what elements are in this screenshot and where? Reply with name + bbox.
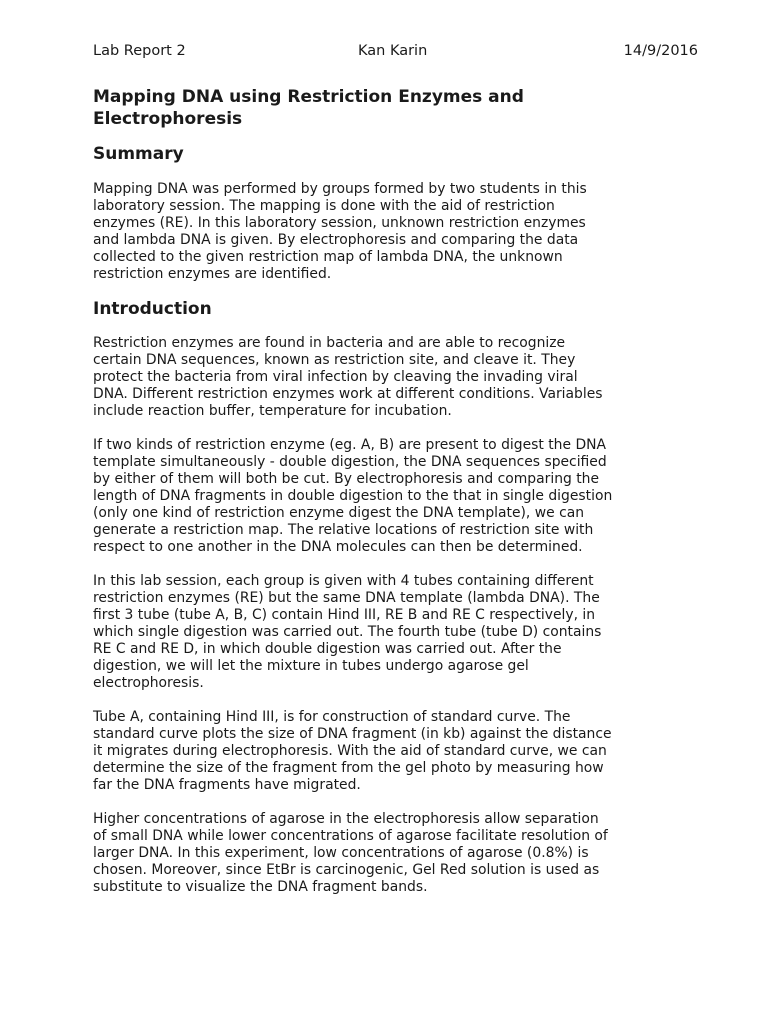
- intro-paragraph-3: [93, 573, 703, 692]
- intro-paragraph-5: [93, 811, 703, 896]
- summary-heading: Summary: [93, 144, 184, 164]
- text-line: electrophoresis.: [93, 675, 204, 691]
- text-line: of small DNA while lower concentrations of agarose facilitate resolution of: [93, 828, 608, 844]
- text-line: determine the size of the fragment from the gel photo by measuring how: [93, 760, 604, 776]
- text-line: Restriction enzymes are found in bacteria and are able to recognize: [93, 335, 566, 351]
- text-line: Tube A, containing Hind III, is for construction of standard curve. The: [93, 709, 571, 725]
- text-line: DNA. Different restriction enzymes work at different conditions. Variables: [93, 386, 603, 402]
- text-line: enzymes (RE). In this laboratory session, unknown restriction enzymes: [93, 215, 586, 231]
- text-line: certain DNA sequences, known as restriction site, and cleave it. They: [93, 352, 576, 368]
- text-line: restriction enzymes are identified.: [93, 266, 332, 282]
- text-line: which single digestion was carried out. The fourth tube (tube D) contains: [93, 624, 602, 640]
- text-line: generate a restriction map. The relative locations of restriction site with: [93, 522, 594, 538]
- text-line: far the DNA fragments have migrated.: [93, 777, 361, 793]
- text-line: (only one kind of restriction enzyme digest the DNA template), we can: [93, 505, 585, 521]
- header-date: 14/9/2016: [623, 43, 698, 59]
- text-line: collected to the given restriction map of lambda DNA, the unknown: [93, 249, 563, 265]
- text-line: restriction enzymes (RE) but the same DNA template (lambda DNA). The: [93, 590, 600, 606]
- text-line: it migrates during electrophoresis. With the aid of standard curve, we can: [93, 743, 607, 759]
- text-line: Higher concentrations of agarose in the electrophoresis allow separation: [93, 811, 599, 827]
- intro-paragraph-2: [93, 437, 703, 556]
- text-line: substitute to visualize the DNA fragment bands.: [93, 879, 428, 895]
- text-line: by either of them will both be cut. By electrophoresis and comparing the: [93, 471, 600, 487]
- summary-paragraph: [93, 181, 703, 283]
- text-line: Mapping DNA was performed by groups formed by two students in this: [93, 181, 587, 197]
- page-header: [93, 40, 703, 62]
- header-author: Kan Karin: [358, 43, 428, 59]
- introduction-heading: Introduction: [93, 299, 212, 319]
- text-line: protect the bacteria from viral infection by cleaving the invading viral: [93, 369, 578, 385]
- title-line: Mapping DNA using Restriction Enzymes and: [93, 87, 524, 107]
- text-line: length of DNA fragments in double digestion to the that in single digestion: [93, 488, 613, 504]
- text-line: include reaction buffer, temperature for incubation.: [93, 403, 452, 419]
- document-page: [93, 40, 703, 896]
- text-line: digestion, we will let the mixture in tubes undergo agarose gel: [93, 658, 529, 674]
- text-line: template simultaneously - double digestion, the DNA sequences specified: [93, 454, 607, 470]
- document-title: [93, 86, 703, 130]
- header-report-number: Lab Report 2: [93, 43, 186, 59]
- text-line: respect to one another in the DNA molecules can then be determined.: [93, 539, 583, 555]
- text-line: and lambda DNA is given. By electrophoresis and comparing the data: [93, 232, 579, 248]
- text-line: In this lab session, each group is given with 4 tubes containing different: [93, 573, 594, 589]
- intro-paragraph-4: [93, 709, 703, 794]
- intro-paragraph-1: [93, 335, 703, 420]
- text-line: laboratory session. The mapping is done with the aid of restriction: [93, 198, 555, 214]
- text-line: If two kinds of restriction enzyme (eg. A, B) are present to digest the DNA: [93, 437, 607, 453]
- text-line: first 3 tube (tube A, B, C) contain Hind III, RE B and RE C respectively, in: [93, 607, 596, 623]
- text-line: chosen. Moreover, since EtBr is carcinogenic, Gel Red solution is used as: [93, 862, 600, 878]
- text-line: larger DNA. In this experiment, low concentrations of agarose (0.8%) is: [93, 845, 589, 861]
- title-line: Electrophoresis: [93, 109, 243, 129]
- text-line: RE C and RE D, in which double digestion was carried out. After the: [93, 641, 562, 657]
- text-line: standard curve plots the size of DNA fragment (in kb) against the distance: [93, 726, 612, 742]
